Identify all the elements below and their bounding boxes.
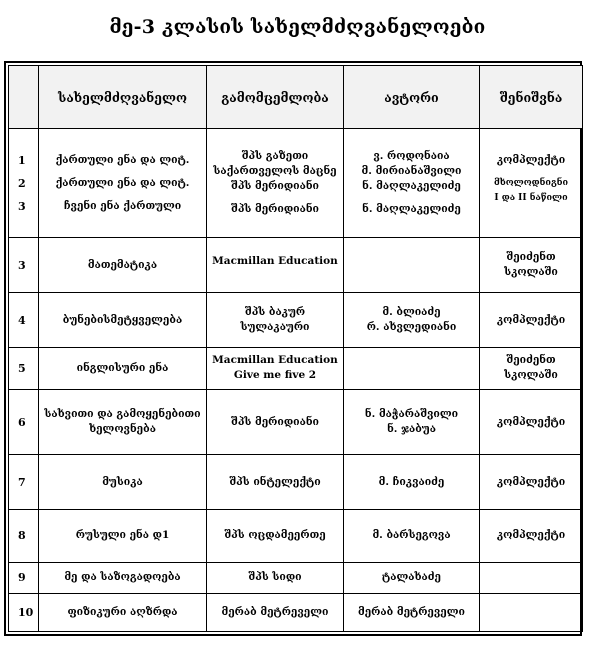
table-row (9, 347, 583, 389)
textbook-cell: მათემატიკა (39, 238, 207, 293)
publisher-cell: Macmillan Education Give me five 2 (207, 347, 344, 389)
row-number: 10 (9, 594, 39, 632)
author-cell: მ. ჩიკვაიძე (344, 455, 480, 510)
header-publisher: გამომცემლობა (207, 66, 344, 129)
textbook-cell: რუსული ენა დ1 (39, 509, 207, 562)
row-number: 9 (9, 562, 39, 594)
row-number: 4 (9, 293, 39, 348)
textbook-table (8, 65, 583, 632)
row-number: 8 (9, 509, 39, 562)
table-row (9, 594, 583, 632)
page-title: მე-3 კლასის სახელმძღვანელოები (109, 16, 486, 38)
table-row (9, 129, 583, 238)
note-cell: შეიძენთ სკოლაში (480, 238, 583, 293)
note-cell: შეიძენთ სკოლაში (480, 347, 583, 389)
note-cell: კომპლექტი (480, 389, 583, 454)
publisher-cell: შპს ინტელექტი (207, 455, 344, 510)
header-textbook: სახელმძღვანელო (39, 66, 207, 129)
author-cell (344, 238, 480, 293)
note-cell: კომპლექტი (480, 509, 583, 562)
table-row (9, 455, 583, 510)
note-cell: კომპლექტი მხოლოდნიგნი I და II ნაწილი (480, 129, 583, 238)
textbook-cell: ბუნებისმეტყველება (39, 293, 207, 348)
row-number: 7 (9, 455, 39, 510)
note-cell (480, 594, 583, 632)
header-row (9, 66, 583, 129)
publisher-cell: შპს გაზეთი საქართველოს მაცნე შპს მერიდიანი შპს მერიდიანი (207, 129, 344, 238)
row-number: 1 2 3 (9, 129, 39, 238)
table-row (9, 562, 583, 594)
table-row (9, 293, 583, 348)
header-number (9, 66, 39, 129)
author-cell (344, 347, 480, 389)
table-row (9, 509, 583, 562)
publisher-cell: შპს სიდი (207, 562, 344, 594)
table-row (9, 389, 583, 454)
publisher-cell: შპს მერიდიანი (207, 389, 344, 454)
textbook-cell: ფიზიკური აღზრდა (39, 594, 207, 632)
publisher-cell: Macmillan Education (207, 238, 344, 293)
author-cell: ნ. მაჭარაშვილი ნ. ჯაბუა (344, 389, 480, 454)
publisher-cell: შპს ოცდამეერთე (207, 509, 344, 562)
note-cell: კომპლექტი (480, 455, 583, 510)
table-row (9, 238, 583, 293)
row-number: 5 (9, 347, 39, 389)
textbook-cell: სახვითი და გამოყენებითი ხელოვნება (39, 389, 207, 454)
publisher-cell: შპს ბაკურ სულაკაური (207, 293, 344, 348)
author-cell: მ. ბლიაძე რ. ახვლედიანი (344, 293, 480, 348)
publisher-cell: მერაბ მეტრეველი (207, 594, 344, 632)
author-cell: ტალახაძე (344, 562, 480, 594)
textbook-cell: მუსიკა (39, 455, 207, 510)
author-cell: მერაბ მეტრეველი (344, 594, 480, 632)
note-cell (480, 562, 583, 594)
textbook-cell: ქართული ენა და ლიტ. ქართული ენა და ლიტ. ჩვენი ენა ქართული (39, 129, 207, 238)
textbook-cell: ინგლისური ენა (39, 347, 207, 389)
textbook-cell: მე და საზოგადოება (39, 562, 207, 594)
row-number: 3 (9, 238, 39, 293)
author-cell: მ. ბარსეგოვა (344, 509, 480, 562)
note-cell: კომპლექტი (480, 293, 583, 348)
author-cell: ვ. როდონაია მ. მირიანაშვილი ნ. მაღლაკელიძე ნ. მაღლაკელიძე (344, 129, 480, 238)
header-author: ავტორი (344, 66, 480, 129)
header-note: შენიშვნა (480, 66, 583, 129)
row-number: 6 (9, 389, 39, 454)
textbook-table-frame (4, 61, 582, 636)
